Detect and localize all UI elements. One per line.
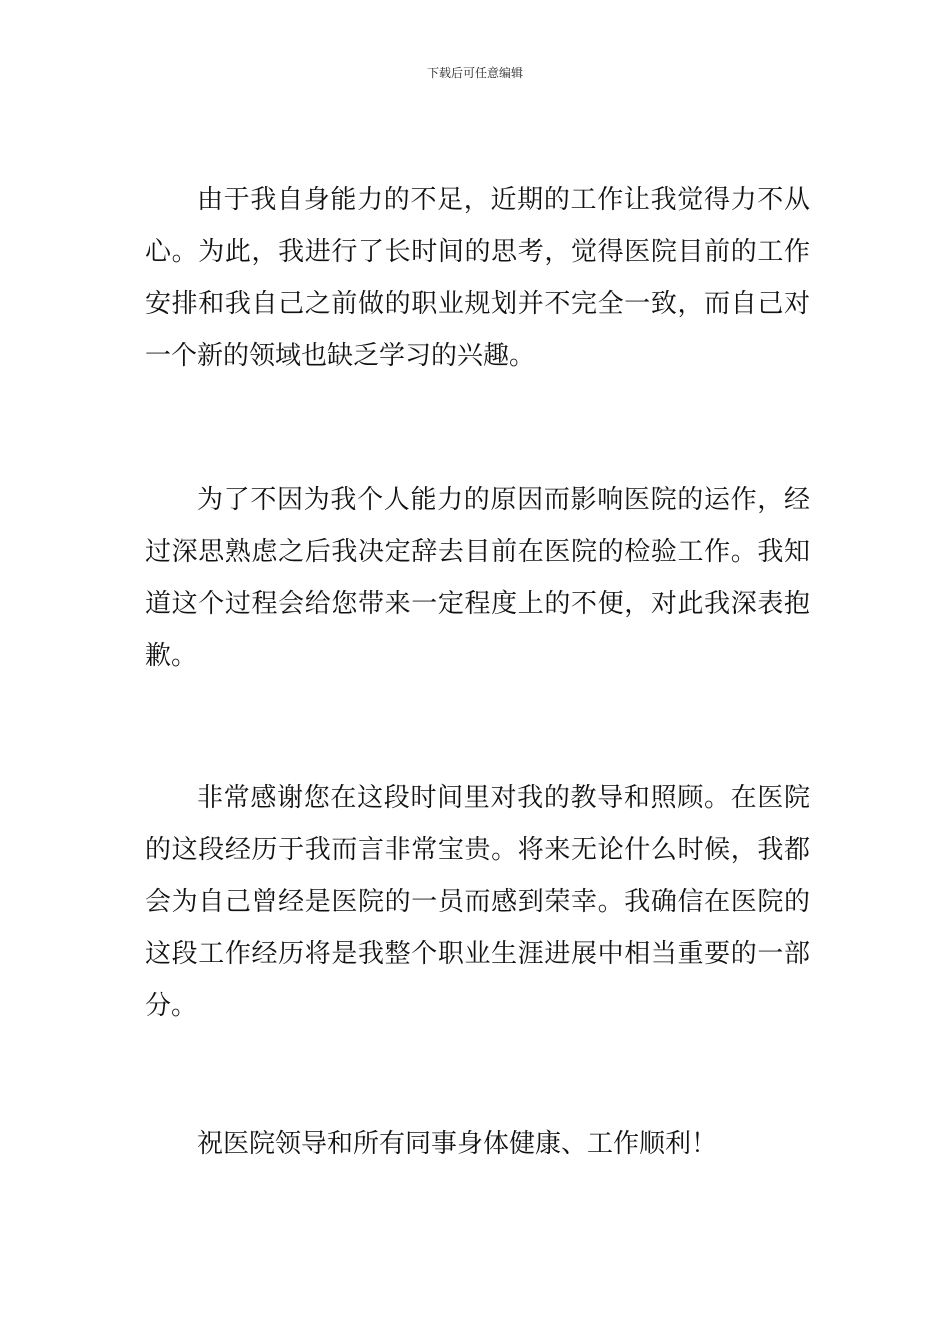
page-header: 下载后可任意编辑 [426, 66, 523, 80]
paragraph-reason: 由于我自身能力的不足，近期的工作让我觉得力不从心。为此，我进行了长时间的思考，觉得医院目前的工作安排和我自己之前做的职业规划并不完全一致，而自己对一个新的领域也缺乏学习的兴趣。 [145, 185, 810, 371]
paragraph-thanks: 非常感谢您在这段时间里对我的教导和照顾。在医院的这段经历于我而言非常宝贵。将来无论什么时候，我都会为自己曾经是医院的一员而感到荣幸。我确信在医院的这段工作经历将是我整个职业生涯进展中相当重要的一部分。 [145, 783, 810, 1021]
paragraph-closing-wish: 祝医院领导和所有同事身体健康、工作顺利！ [197, 1129, 718, 1159]
paragraph-decision: 为了不因为我个人能力的原因而影响医院的运作，经过深思熟虑之后我决定辞去目前在医院的检验工作。我知道这个过程会给您带来一定程度上的不便，对此我深表抱歉。 [145, 485, 810, 671]
